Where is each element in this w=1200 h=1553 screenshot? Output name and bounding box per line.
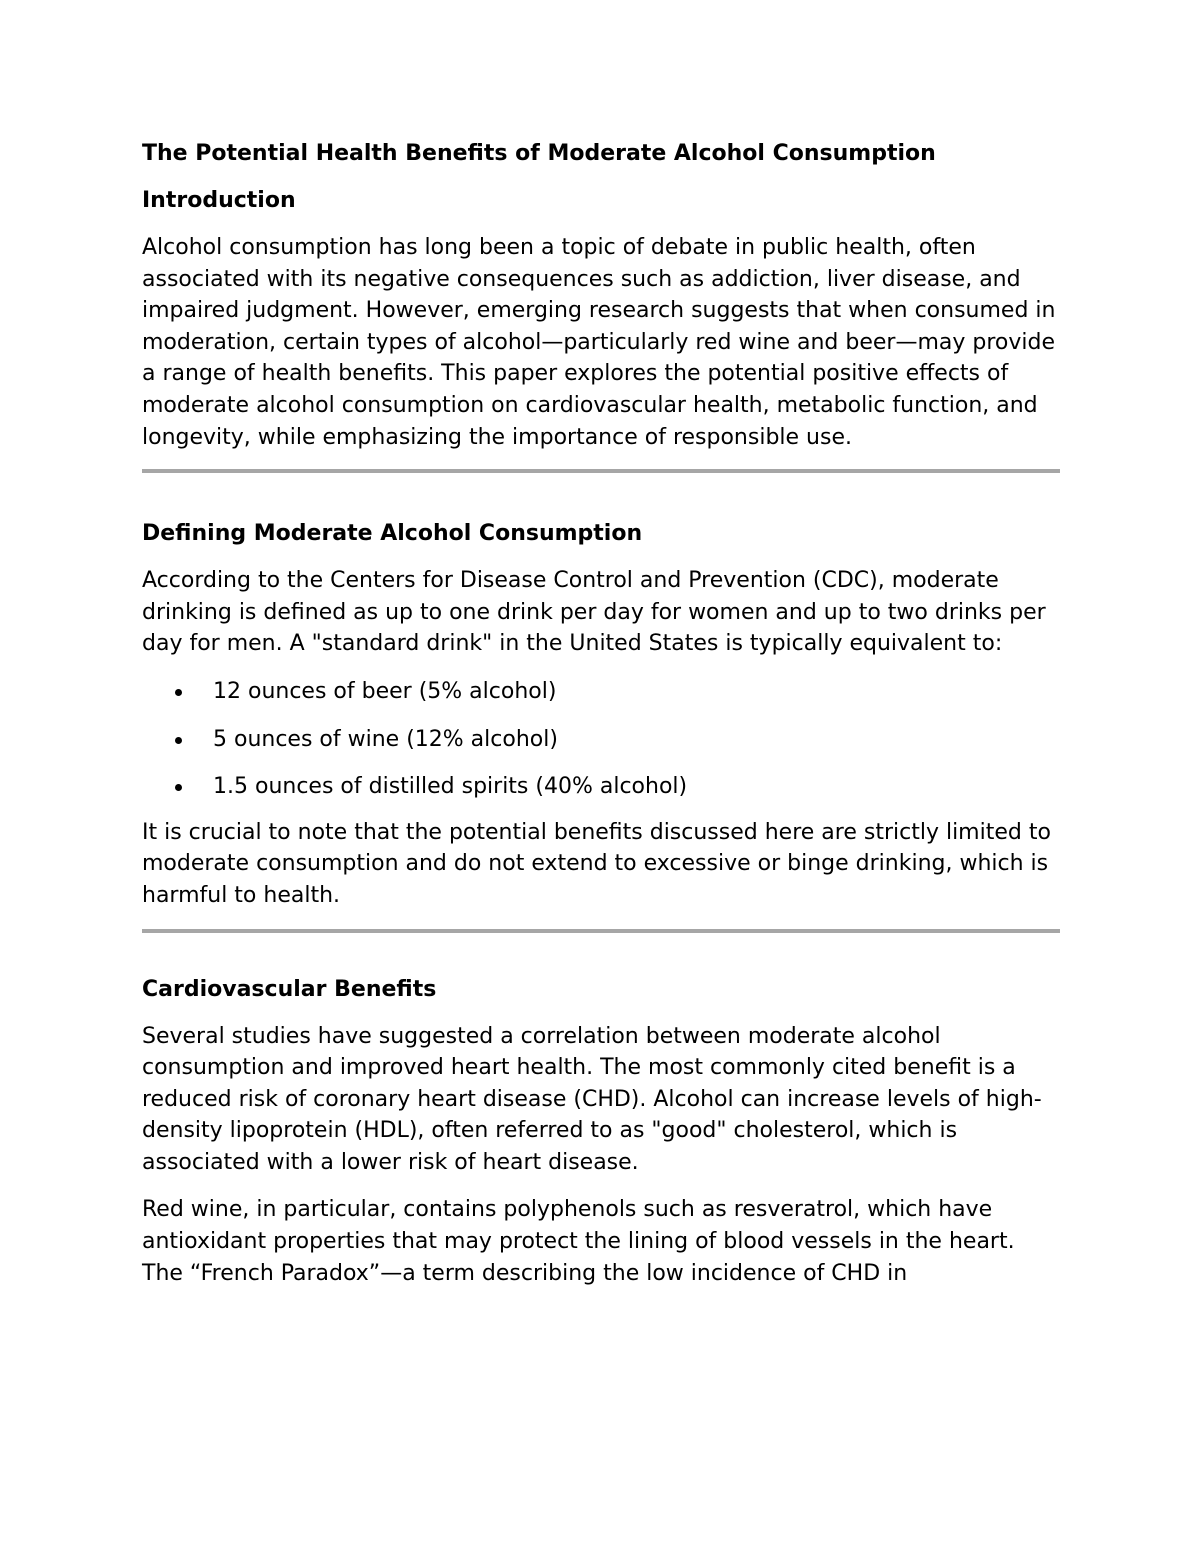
section-heading-cardiovascular: Cardiovascular Benefits	[142, 976, 437, 1002]
paragraph-cardiovascular-2: Red wine, in particular, contains polyphenols such as resveratrol, which have antioxidant properties that may protect the lining of blood vessels in the heart. The “French Paradox”—a term describing the low incidence of CHD in	[142, 1197, 1015, 1286]
list-item: 12 ounces of beer (5% alcohol)	[142, 676, 1060, 708]
section-heading-defining-moderate: Defining Moderate Alcohol Consumption	[142, 521, 643, 547]
list-item: 1.5 ounces of distilled spirits (40% alcohol)	[142, 771, 1060, 803]
section-heading-introduction: Introduction	[142, 188, 296, 213]
list-item: 5 ounces of wine (12% alcohol)	[142, 724, 1060, 756]
horizontal-divider	[142, 929, 1060, 933]
paragraph-cardiovascular-1: Several studies have suggested a correlation between moderate alcohol consumption and improved heart health. The most commonly cited benefit is a reduced risk of coronary heart disease (CHD). Alcohol can increase levels of high-density lipoprotein (HDL), often referred to as "good" cholesterol, which is associated with a lower risk of heart disease.	[142, 1023, 1042, 1175]
document-title: The Potential Health Benefits of Moderate Alcohol Consumption	[142, 141, 936, 166]
horizontal-divider	[142, 469, 1060, 473]
paragraph-crucial-note: It is crucial to note that the potential benefits discussed here are strictly limited to moderate consumption and do not extend to excessive or binge drinking, which is harmful to health.	[142, 819, 1051, 908]
paragraph-introduction: Alcohol consumption has long been a topic of debate in public health, often associated with its negative consequences such as addiction, liver disease, and impaired judgment. However, emerging research suggests that when consumed in moderation, certain types of alcohol—particularly red wine and beer—may provide a range of health benefits. This paper explores the potential positive effects of moderate alcohol consumption on cardiovascular health, metabolic function, and longevity, while emphasizing the importance of responsible use.	[142, 235, 1056, 450]
bullet-icon	[175, 737, 182, 744]
standard-drink-list	[142, 676, 1060, 803]
paragraph-cdc-definition: According to the Centers for Disease Control and Prevention (CDC), moderate drinking is defined as up to one drink per day for women and up to two drinks per day for men. A "standard drink" in the United States is typically equivalent to:	[142, 568, 1046, 657]
bullet-icon	[175, 689, 182, 696]
bullet-icon	[175, 784, 182, 791]
document-page	[142, 138, 1060, 1289]
